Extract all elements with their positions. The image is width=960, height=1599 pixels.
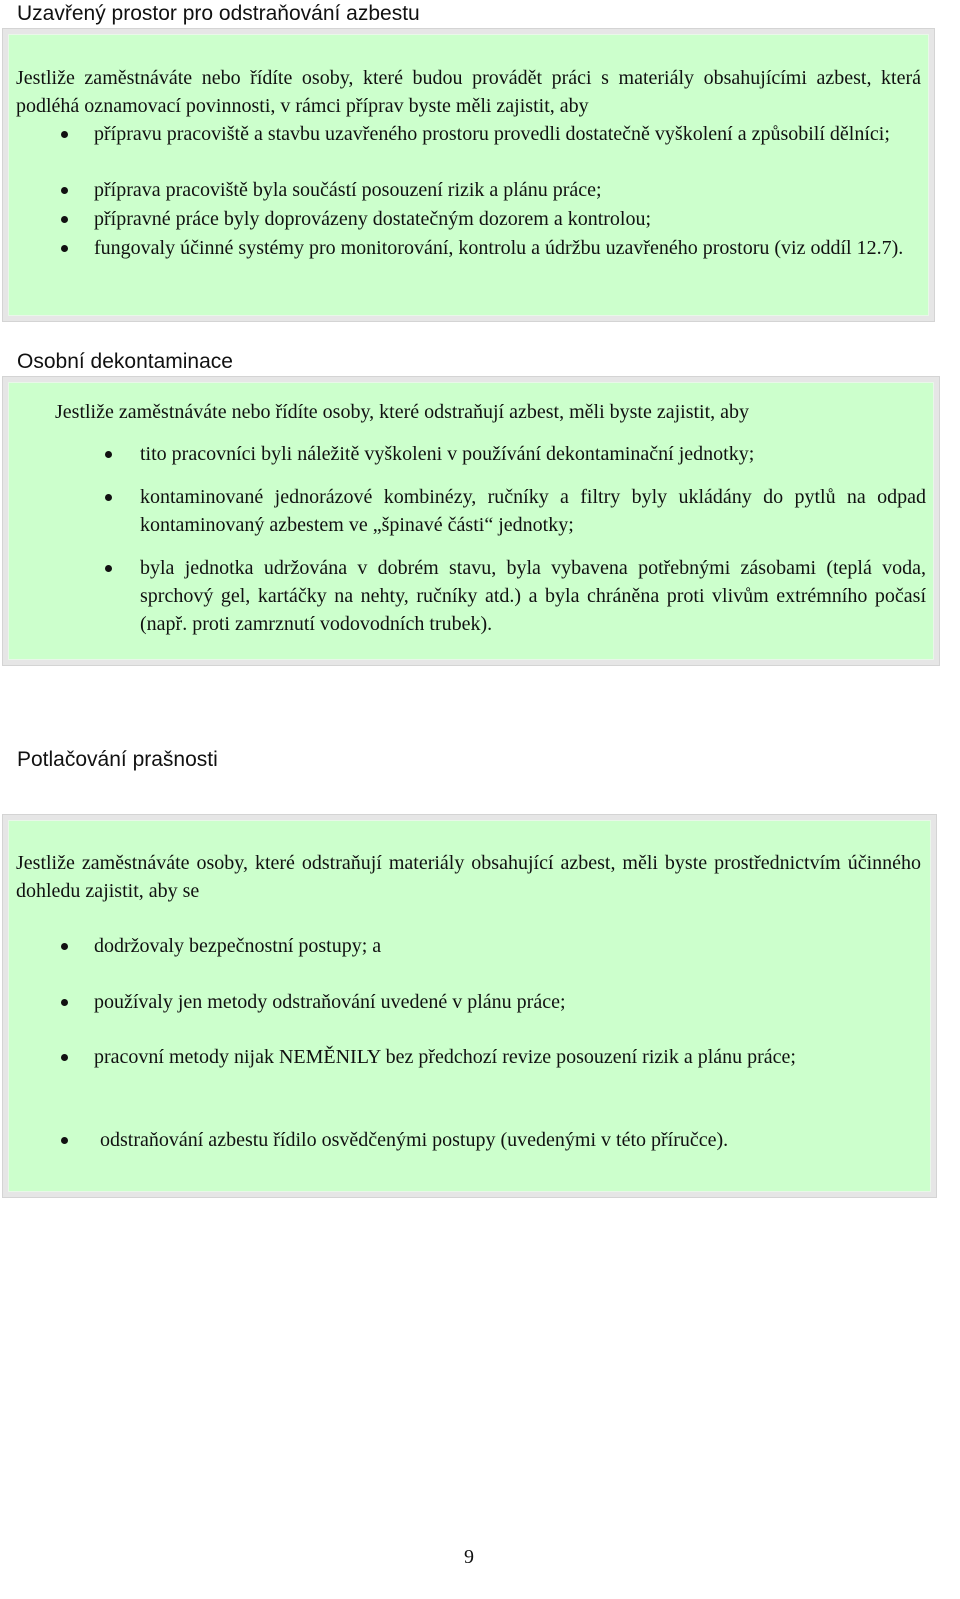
list-item-text: používaly jen metody odstraňování uvedené v plánu práce; — [94, 991, 566, 1013]
list-item-text: fungovaly účinné systémy pro monitorování, kontrolu a údržbu uzavřeného prostoru (viz oddíl 12.7). — [94, 237, 904, 259]
bullet-dot — [105, 494, 112, 501]
list-item — [140, 483, 926, 539]
bullet-dot — [61, 943, 68, 950]
list-item — [94, 234, 921, 262]
list-item-text: dodržovaly bezpečnostní postupy; a — [94, 935, 382, 957]
list-item-text: přípravu pracoviště a stavbu uzavřeného prostoru provedli dostatečně vyškolení a způsobilí dělníci; — [94, 123, 890, 145]
section-heading-dust-suppression: Potlačování prašnosti — [17, 748, 218, 771]
bullet-dot — [61, 1137, 68, 1144]
bullet-dot — [61, 999, 68, 1006]
list-item-text: pracovní metody nijak NEMĚNILY bez předchozí revize posouzení rizik a plánu práce; — [94, 1046, 796, 1068]
bullet-dot — [105, 451, 112, 458]
list-item — [94, 988, 921, 1016]
info-box-containment — [2, 28, 935, 322]
list-item-text: tito pracovníci byli náležitě vyškoleni v používání dekontaminační jednotky; — [140, 443, 755, 465]
list-item — [94, 932, 921, 960]
list-item — [140, 554, 926, 638]
bullet-dot — [61, 245, 68, 252]
bullet-dot — [105, 565, 112, 572]
bullet-dot — [61, 131, 68, 138]
list-item — [94, 176, 921, 204]
list-item-text: příprava pracoviště byla součástí posouzení rizik a plánu práce; — [94, 179, 602, 201]
list-item-text: byla jednotka udržována v dobrém stavu, byla vybavena potřebnými zásobami (teplá voda, sprchový gel, kartáčky na nehty, ručníky atd.) a byla chráněna proti vlivům extrémního počasí (např. proti zamrznutí vodovodních trubek). — [140, 557, 926, 635]
list-item-text: kontaminované jednorázové kombinézy, ručníky a filtry byly ukládány do pytlů na odpad kontaminovaný azbestem ve „špinavé části“ jednotky; — [140, 486, 926, 536]
intro-paragraph: Jestliže zaměstnáváte nebo řídíte osoby, které odstraňují azbest, měli byste zajistit, aby — [55, 401, 750, 423]
intro-paragraph: Jestliže zaměstnáváte osoby, které odstraňují materiály obsahující azbest, měli byste prostřednictvím účinného dohledu zajistit, aby se — [16, 852, 921, 902]
info-box-dust-suppression — [2, 814, 937, 1198]
list-item — [94, 1043, 921, 1071]
bullet-dot — [61, 187, 68, 194]
intro-paragraph: Jestliže zaměstnáváte nebo řídíte osoby, které budou provádět práci s materiály obsahujícími azbest, která podléhá oznamovací povinnosti, v rámci příprav byste měli zajistit, aby — [16, 67, 921, 117]
info-box-decontamination — [2, 376, 940, 666]
list-item — [94, 205, 921, 233]
list-item-text: odstraňování azbestu řídilo osvědčenými postupy (uvedenými v této příručce). — [100, 1129, 729, 1151]
page-number: 9 — [464, 1546, 474, 1568]
list-item — [94, 120, 921, 148]
section-heading-containment: Uzavřený prostor pro odstraňování azbestu — [17, 2, 420, 25]
bullet-dot — [61, 216, 68, 223]
bullet-dot — [61, 1054, 68, 1061]
list-item-text: přípravné práce byly doprovázeny dostatečným dozorem a kontrolou; — [94, 208, 652, 230]
list-item — [140, 440, 926, 468]
list-item — [100, 1126, 921, 1154]
section-heading-decontamination: Osobní dekontaminace — [17, 350, 233, 373]
